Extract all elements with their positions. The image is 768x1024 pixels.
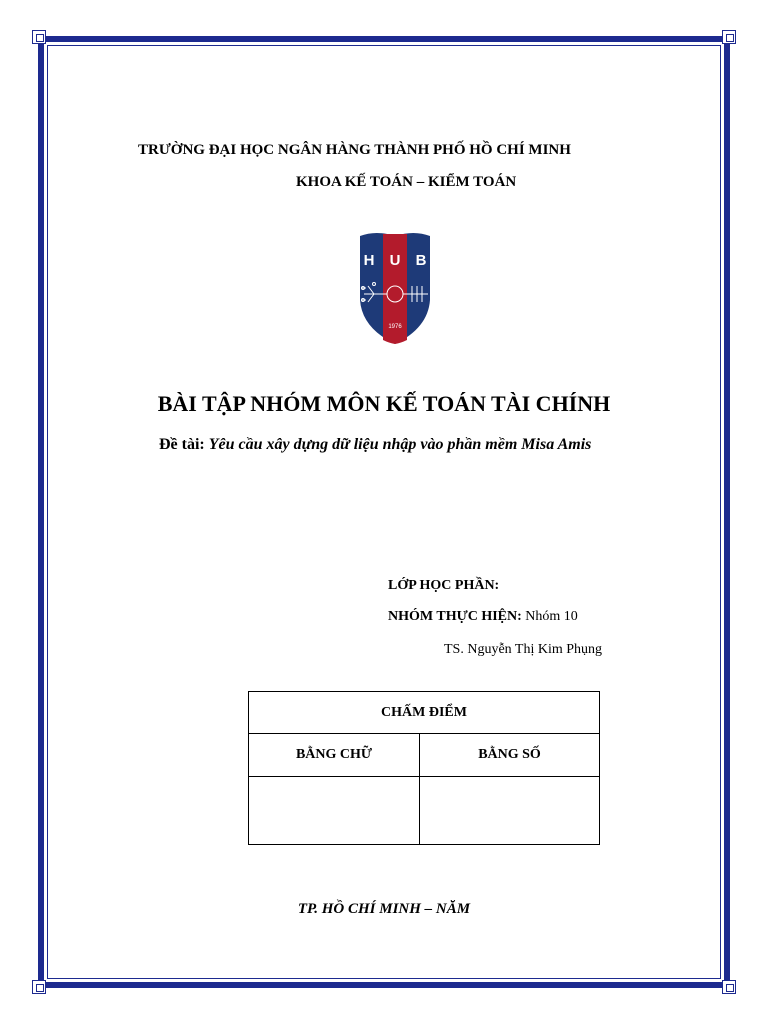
grading-title: CHẤM ĐIỂM (249, 692, 600, 734)
university-logo (356, 228, 434, 346)
school-name: TRƯỜNG ĐẠI HỌC NGÂN HÀNG THÀNH PHỐ HỒ CHÍ MINH (138, 142, 571, 158)
grading-cell-words (249, 777, 420, 845)
border-corner-ornament (32, 30, 46, 44)
teacher-name: TS. Nguyễn Thị Kim Phụng (444, 642, 603, 657)
grading-table (248, 691, 600, 845)
logo-letter-u: U (389, 252, 401, 269)
page-title: BÀI TẬP NHÓM MÔN KẾ TOÁN TÀI CHÍNH (157, 391, 611, 416)
logo-year: 1976 (388, 324, 402, 330)
footer-location-year: TP. HỒ CHÍ MINH – NĂM (297, 901, 471, 917)
topic-label: Đề tài: (159, 436, 205, 453)
group-value: Nhóm 10 (525, 609, 578, 624)
group-label: NHÓM THỰC HIỆN: (388, 609, 522, 624)
grading-cell-numbers (420, 777, 600, 845)
border-corner-ornament (722, 30, 736, 44)
group-line (388, 609, 578, 625)
grading-col-words: BẰNG CHỮ (249, 734, 420, 777)
class-label: LỚP HỌC PHẦN: (388, 578, 500, 593)
topic-line (159, 436, 591, 454)
logo-letter-b: B (415, 252, 427, 269)
border-corner-ornament (722, 980, 736, 994)
topic-text: Yêu cầu xây dựng dữ liệu nhập vào phần mềm Misa Amis (208, 436, 592, 453)
border-corner-ornament (32, 980, 46, 994)
logo-letter-h: H (363, 252, 375, 269)
grading-col-numbers: BẰNG SỐ (420, 734, 600, 777)
faculty-name: KHOA KẾ TOÁN – KIỂM TOÁN (296, 174, 517, 190)
